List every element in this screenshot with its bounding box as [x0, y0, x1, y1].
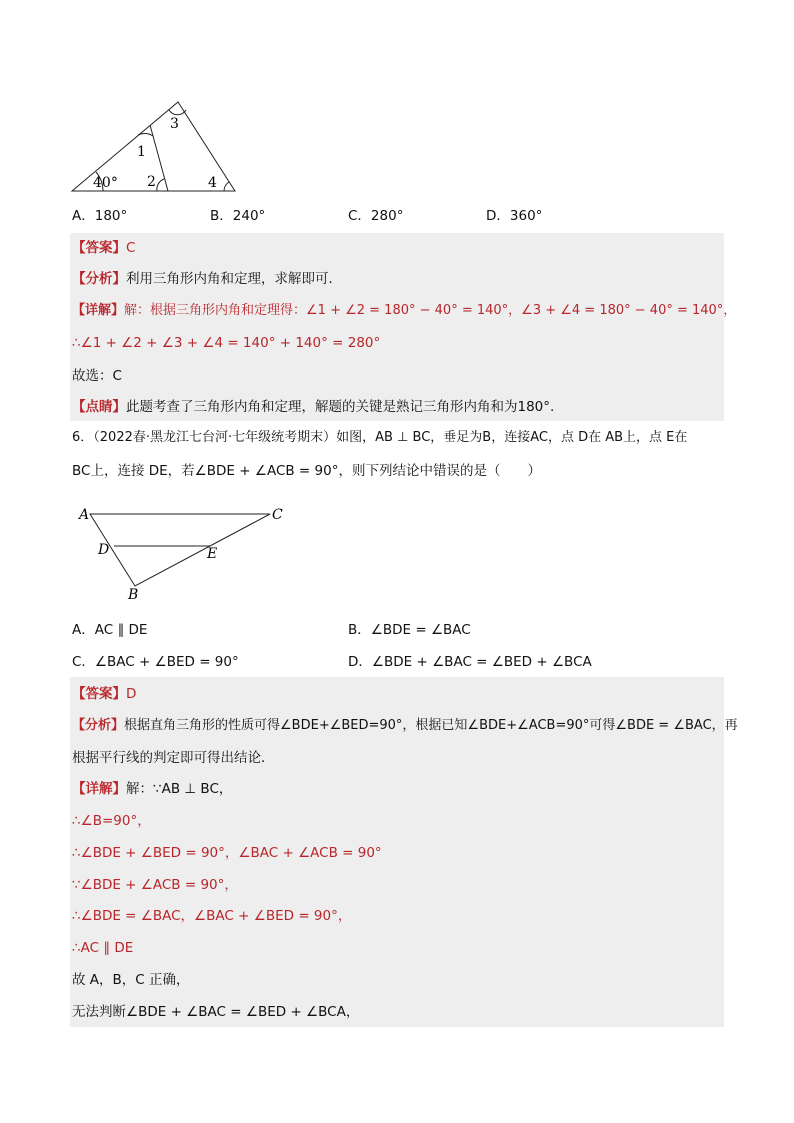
q6-option-c: C．∠BAC + ∠BED = 90°	[72, 654, 239, 670]
q5-triangle-figure	[70, 98, 240, 196]
q5-option-a: A．180°	[72, 208, 128, 224]
angle-label-4: 4	[208, 175, 217, 191]
q6-option-d: D．∠BDE + ∠BAC = ∠BED + ∠BCA	[348, 654, 592, 670]
q6-detail-line3: ∴∠BDE + ∠BED = 90°，∠BAC + ∠ACB = 90°	[72, 845, 382, 861]
vertex-label-e: E	[207, 546, 218, 562]
angle-label-3: 3	[170, 116, 179, 132]
q5-choose: 故选：C	[72, 368, 122, 384]
q6-triangle-figure	[74, 502, 292, 602]
q6-option-b: B．∠BDE = ∠BAC	[348, 622, 471, 638]
vertex-label-d: D	[98, 542, 110, 558]
vertex-label-a: A	[79, 507, 90, 523]
q5-solution-block	[70, 233, 724, 421]
angle-label-2: 2	[147, 174, 156, 190]
vertex-label-c: C	[272, 507, 283, 523]
q5-detail-line1: 【详解】解：根据三角形内角和定理得：∠1 + ∠2 = 180° − 40° = 140°，∠3 + ∠4 = 180° − 40° = 140°，	[72, 303, 737, 318]
q5-answer: 【答案】C	[72, 240, 136, 256]
q6-detail-line7: 故 A，B，C 正确，	[72, 972, 190, 988]
angle-label-1: 1	[137, 144, 146, 160]
q5-comment: 【点睛】此题考查了三角形内角和定理，解题的关键是熟记三角形内角和为180°.	[72, 399, 555, 415]
q6-answer: 【答案】D	[72, 686, 137, 702]
q5-detail-line2: ∴∠1 + ∠2 + ∠3 + ∠4 = 140° + 140° = 280°	[72, 335, 381, 351]
q6-analysis-line1: 【分析】根据直角三角形的性质可得∠BDE+∠BED=90°，根据已知∠BDE+∠ACB=90°可得∠BDE = ∠BAC，再	[72, 718, 738, 733]
q6-stem-line1: 6．（2022春·黑龙江七台河·七年级统考期末）如图，AB ⊥ BC，垂足为B，连接AC，点 D在 AB上，点 E在	[72, 430, 688, 445]
q5-option-b: B．240°	[210, 208, 266, 224]
q6-detail-line4: ∵∠BDE + ∠ACB = 90°，	[72, 877, 238, 893]
q6-detail-line2: ∴∠B=90°，	[72, 813, 151, 829]
q6-analysis-line2: 根据平行线的判定即可得出结论．	[72, 750, 275, 766]
q6-stem-line2: BC上，连接 DE，若∠BDE + ∠ACB = 90°，则下列结论中错误的是（ ）	[72, 463, 541, 479]
q6-detail-line1: 【详解】解：∵AB ⊥ BC，	[72, 781, 233, 797]
q6-detail-line5: ∴∠BDE = ∠BAC，∠BAC + ∠BED = 90°，	[72, 908, 352, 924]
q5-analysis: 【分析】利用三角形内角和定理，求解即可．	[72, 271, 342, 287]
vertex-label-b: B	[128, 587, 139, 602]
q6-option-a: A．AC ∥ DE	[72, 622, 148, 638]
q5-option-c: C．280°	[348, 208, 404, 224]
angle-label-40: 40°	[93, 175, 118, 191]
q5-option-d: D．360°	[486, 208, 543, 224]
q6-detail-line6: ∴AC ∥ DE	[72, 940, 134, 956]
q6-detail-line8: 无法判断∠BDE + ∠BAC = ∠BED + ∠BCA，	[72, 1004, 360, 1020]
